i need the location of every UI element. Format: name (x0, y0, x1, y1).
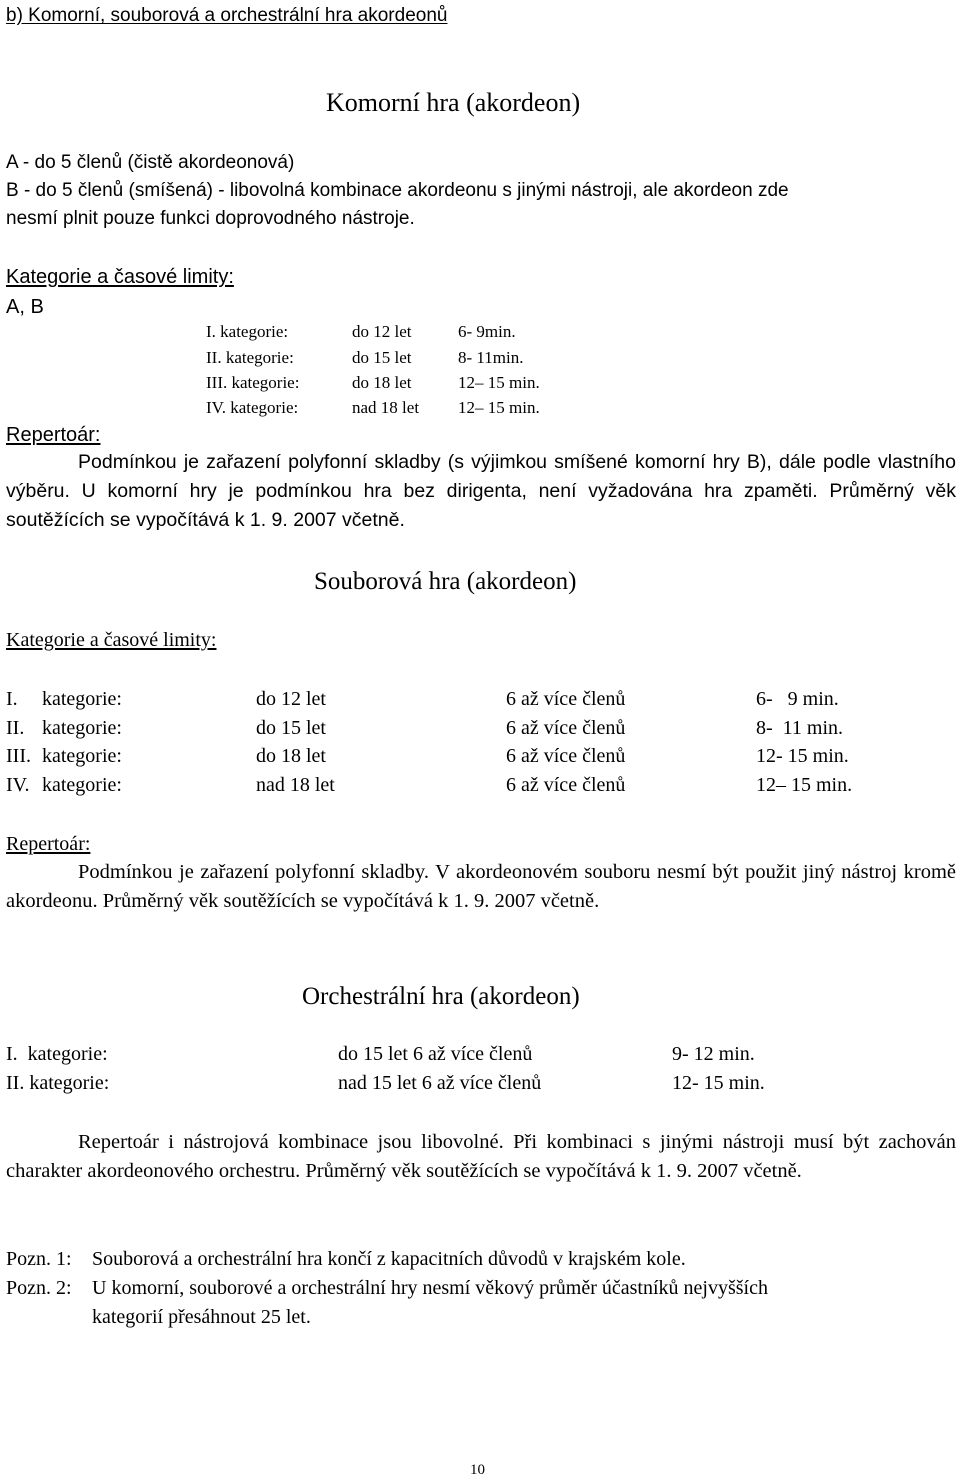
note-2-text-continued: kategorií přesáhnout 25 let. (92, 1306, 311, 1328)
age-limit: do 15 let (352, 348, 412, 367)
ensemble-repertoire-text: Podmínkou je zařazení polyfonní skladby. V akordeonovém souboru nesmí být použit jiný nástroj kromě akordeonu. Průměrný věk soutěžících se vypočítává k 1. 9. 2007 včetně. (6, 861, 956, 912)
category-label: kategorie: (42, 717, 122, 739)
age-limit: nad 18 let (256, 774, 335, 796)
age-limit: do 15 let (256, 717, 326, 739)
category-number: II. (6, 717, 25, 739)
orchestra-text: Repertoár i nástrojová kombinace jsou libovolné. Při kombinaci s jinými nástroji musí být zachován charakter akordeonového orchestru. Průměrný věk soutěžících se vypočítává k 1. 9. 2007 včetně. (6, 1131, 956, 1182)
note-1-label: Pozn. 1: (6, 1248, 72, 1270)
category-label: kategorie: (42, 745, 122, 767)
category-number: I. (6, 688, 18, 710)
chamber-title: Komorní hra (akordeon) (326, 88, 581, 117)
chamber-line-a: A - do 5 členů (čistě akordeonová) (6, 152, 295, 173)
time-limit: 12– 15 min. (756, 774, 853, 796)
category-label: I. kategorie: (206, 322, 289, 341)
member-count: 6 až více členů (506, 745, 626, 767)
member-count: 6 až více členů (506, 717, 626, 739)
age-limit: do 18 let (256, 745, 326, 767)
ensemble-title: Souborová hra (akordeon) (314, 568, 577, 595)
chamber-line-b1: B - do 5 členů (smíšená) - libovolná kombinace akordeonu s jinými nástroji, ale akordeon zde (6, 180, 789, 201)
note-1-text: Souborová a orchestrální hra končí z kapacitních důvodů v krajském kole. (92, 1248, 686, 1270)
chamber-categories-group: A, B (6, 296, 44, 318)
category-label: kategorie: (42, 688, 122, 710)
note-2-text: U komorní, souborové a orchestrální hry nesmí věkový průměr účastníků nejvyšších (92, 1277, 768, 1299)
time-limit: 6- 9min. (458, 322, 516, 341)
age-limit: nad 18 let (352, 398, 420, 417)
orchestra-title: Orchestrální hra (akordeon) (302, 983, 580, 1010)
ensemble-categories-heading: Kategorie a časové limity: (6, 629, 217, 651)
ensemble-repertoire-heading: Repertoár: (6, 833, 91, 855)
age-limit: do 12 let (352, 322, 412, 341)
time-limit: 12– 15 min. (458, 373, 540, 392)
age-members: nad 15 let 6 až více členů (338, 1072, 542, 1094)
age-limit: do 18 let (352, 373, 412, 392)
time-limit: 6- 9 min. (756, 688, 839, 710)
category-number: III. (6, 745, 31, 767)
section-heading: b) Komorní, souborová a orchestrální hra akordeonů (6, 5, 448, 26)
time-limit: 8- 11 min. (756, 717, 844, 739)
age-members: do 15 let 6 až více členů (338, 1043, 533, 1065)
category-label: I. kategorie: (6, 1043, 108, 1065)
note-2-label: Pozn. 2: (6, 1277, 72, 1299)
member-count: 6 až více členů (506, 774, 626, 796)
member-count: 6 až více členů (506, 688, 626, 710)
category-label: II. kategorie: (6, 1072, 110, 1094)
time-limit: 9- 12 min. (672, 1043, 755, 1065)
category-label: IV. kategorie: (206, 398, 299, 417)
category-label: III. kategorie: (206, 373, 300, 392)
category-number: IV. (6, 774, 30, 796)
page-number: 10 (470, 1462, 485, 1478)
chamber-repertoire-text: Podmínkou je zařazení polyfonní skladby (s výjimkou smíšené komorní hry B), dále podle vlastního výběru. U komorní hry je podmínkou hra bez dirigenta, není vyžadována hra zpaměti. Průměrný věk soutěžících se vypočítává k 1. 9. 2007 včetně. (6, 451, 956, 531)
chamber-categories-heading: Kategorie a časové limity: (6, 266, 234, 288)
time-limit: 12– 15 min. (458, 398, 540, 417)
category-label: kategorie: (42, 774, 122, 796)
time-limit: 12- 15 min. (672, 1072, 765, 1094)
time-limit: 12- 15 min. (756, 745, 849, 767)
category-label: II. kategorie: (206, 348, 294, 367)
time-limit: 8- 11min. (458, 348, 524, 367)
age-limit: do 12 let (256, 688, 326, 710)
chamber-line-b2: nesmí plnit pouze funkci doprovodného nástroje. (6, 208, 415, 229)
chamber-repertoire-heading: Repertoár: (6, 424, 101, 446)
